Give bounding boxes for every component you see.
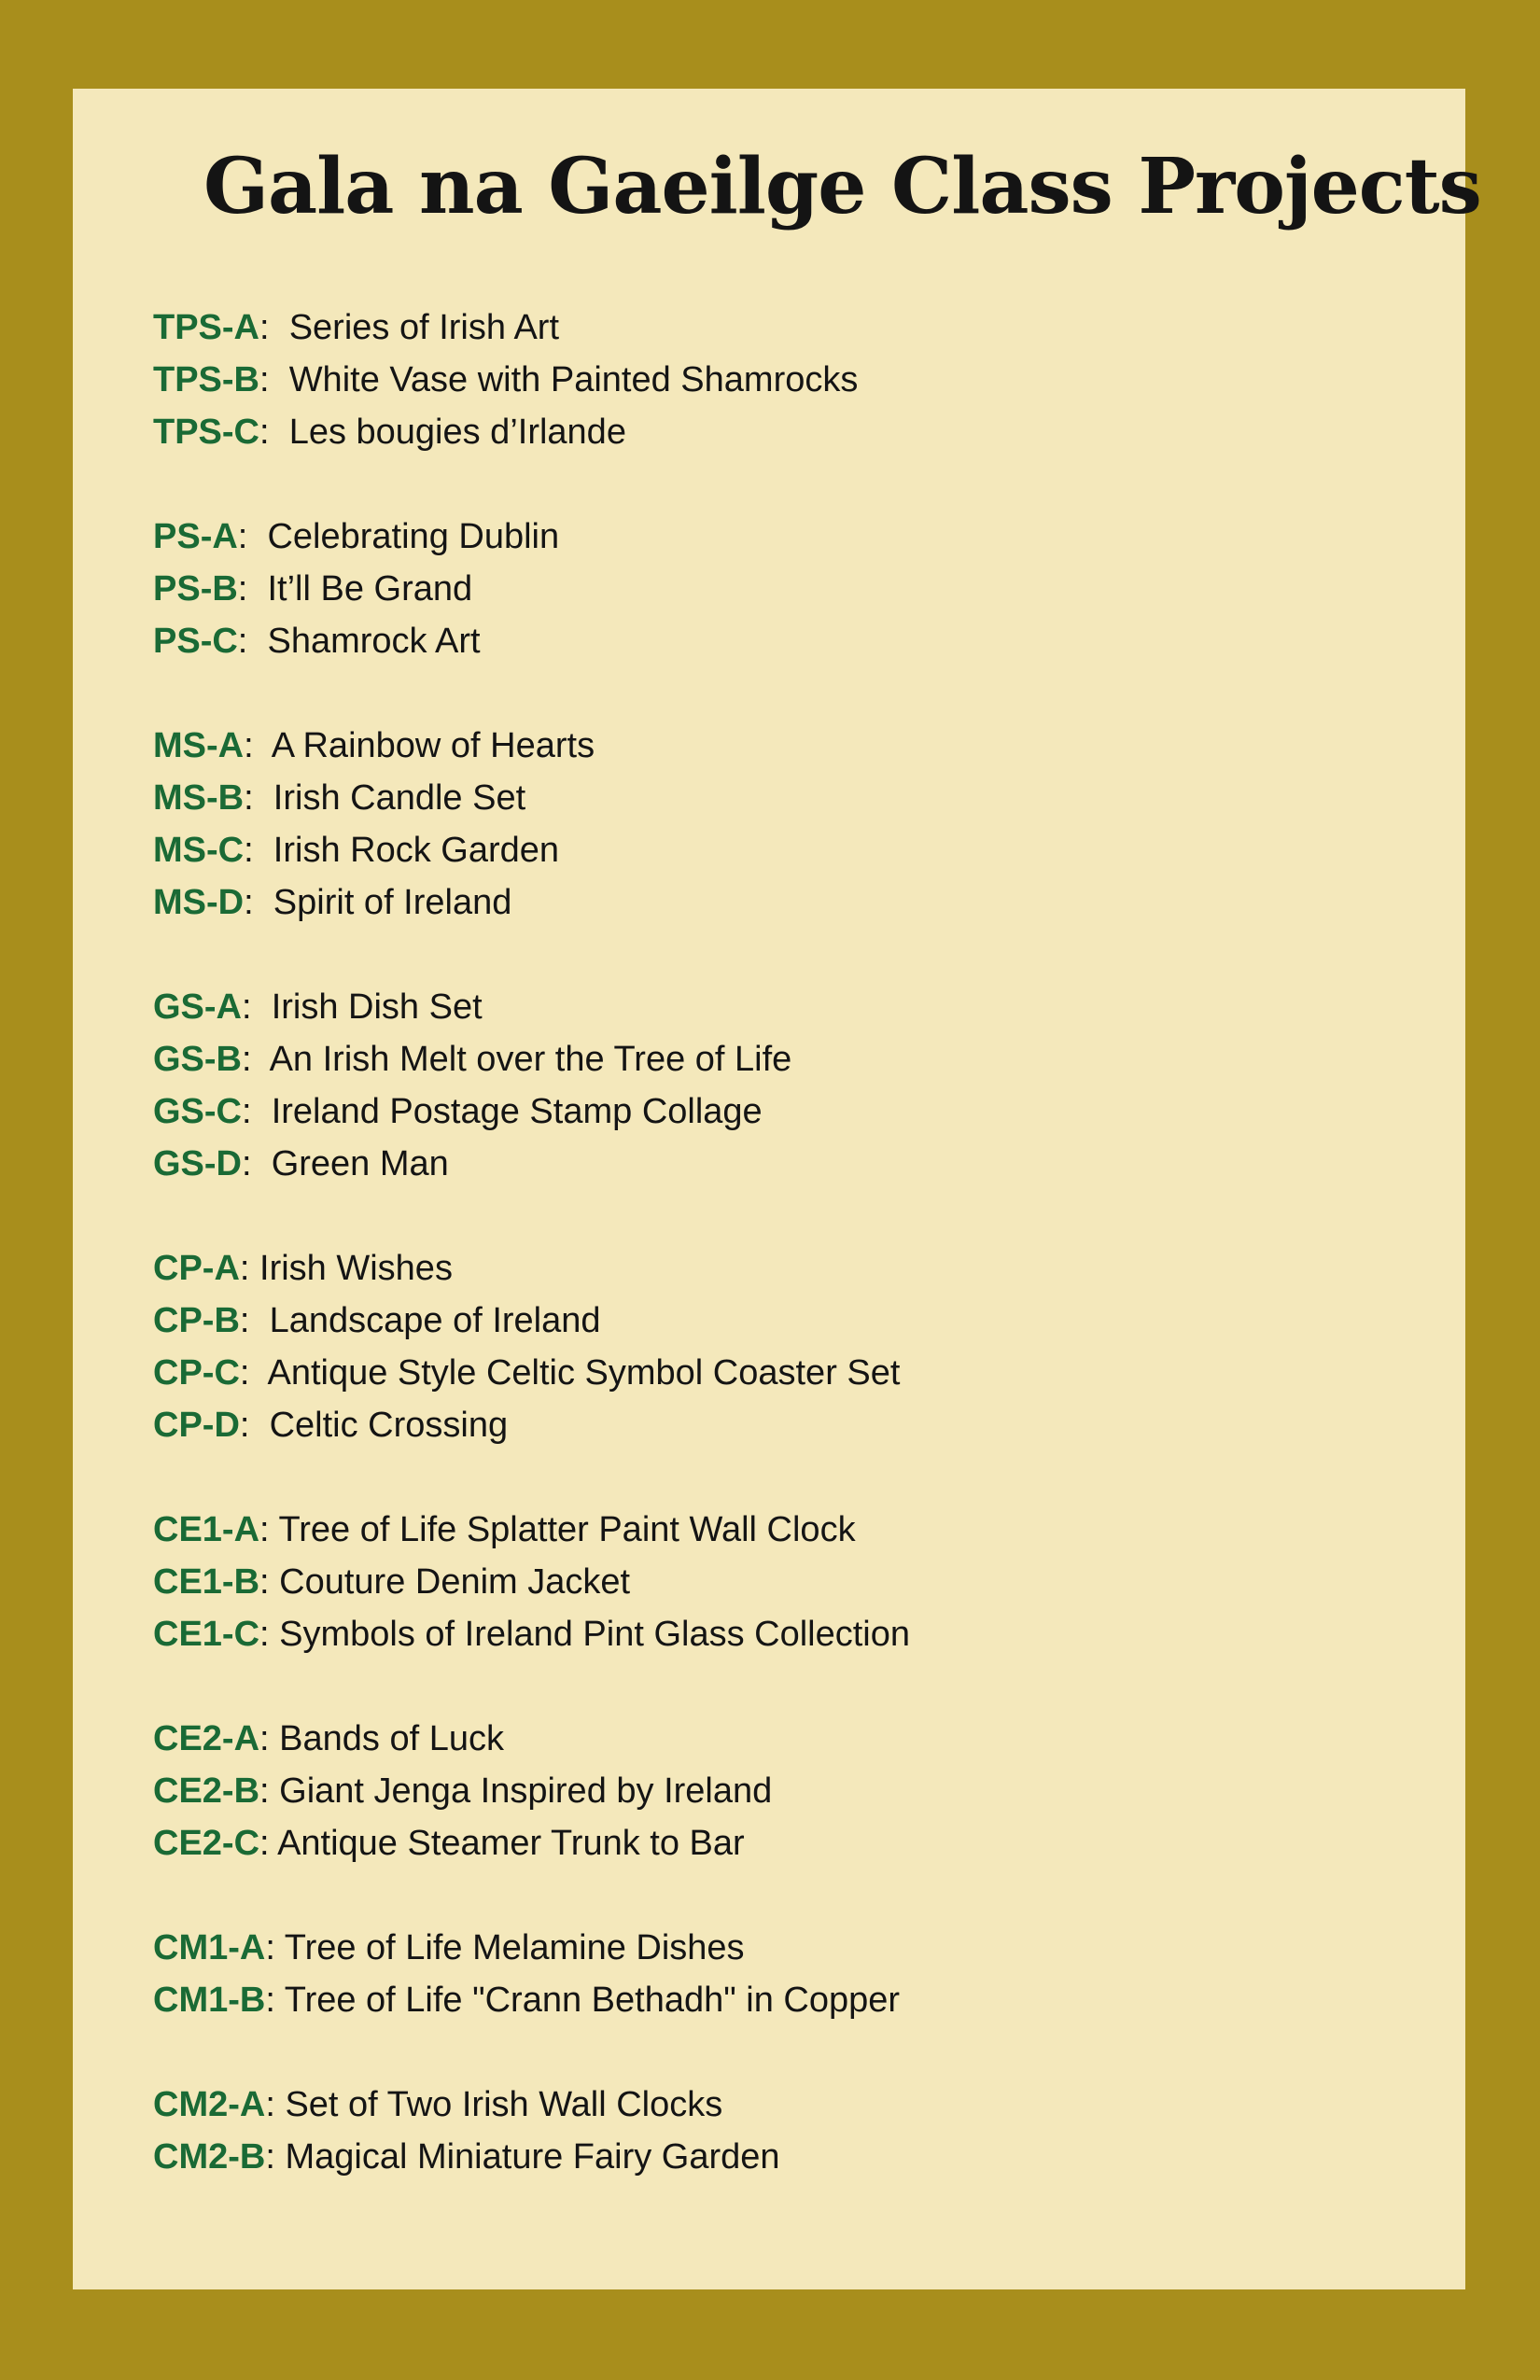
project-code: MS-C bbox=[153, 831, 245, 870]
project-item bbox=[153, 1765, 1422, 1817]
project-item bbox=[153, 2131, 1422, 2183]
project-name: Les bougies d’Irlande bbox=[288, 413, 626, 452]
project-item bbox=[153, 720, 1422, 772]
project-item bbox=[153, 511, 1422, 563]
project-item bbox=[153, 1504, 1422, 1556]
project-name: Magical Miniature Fairy Garden bbox=[285, 2137, 780, 2177]
project-separator: : bbox=[239, 1406, 270, 1445]
project-group bbox=[153, 981, 1422, 1190]
project-item bbox=[153, 1138, 1422, 1190]
project-name: An Irish Melt over the Tree of Life bbox=[269, 1040, 792, 1079]
project-code: PS-C bbox=[153, 622, 238, 661]
project-name: Series of Irish Art bbox=[288, 308, 560, 347]
project-item bbox=[153, 1242, 1422, 1295]
project-separator: : bbox=[265, 1928, 285, 1967]
project-item bbox=[153, 1033, 1422, 1085]
project-separator: : bbox=[259, 1510, 279, 1549]
project-name: Tree of Life "Crann Bethadh" in Copper bbox=[284, 1981, 901, 2020]
project-separator: : bbox=[244, 726, 272, 765]
project-name: Couture Denim Jacket bbox=[279, 1562, 631, 1602]
project-item bbox=[153, 301, 1422, 354]
project-name: Landscape of Ireland bbox=[269, 1301, 601, 1340]
project-group bbox=[153, 301, 1422, 458]
project-name: Ireland Postage Stamp Collage bbox=[271, 1092, 763, 1131]
project-separator: : bbox=[259, 308, 289, 347]
project-group bbox=[153, 511, 1422, 667]
project-list bbox=[153, 301, 1422, 2235]
project-code: CE2-B bbox=[153, 1771, 260, 1811]
project-separator: : bbox=[237, 622, 268, 661]
project-separator: : bbox=[237, 569, 268, 609]
project-code: CM1-A bbox=[153, 1928, 266, 1967]
project-code: TPS-A bbox=[153, 308, 259, 347]
project-separator: : bbox=[265, 2085, 286, 2124]
project-name: Celebrating Dublin bbox=[267, 517, 560, 556]
project-separator: : bbox=[259, 413, 289, 452]
project-item bbox=[153, 2079, 1422, 2131]
project-separator: : bbox=[239, 1353, 268, 1393]
project-item bbox=[153, 1922, 1422, 1974]
project-code: PS-B bbox=[153, 569, 238, 609]
project-item bbox=[153, 1713, 1422, 1765]
project-separator: : bbox=[242, 1144, 272, 1183]
project-separator: : bbox=[244, 778, 273, 818]
project-separator: : bbox=[265, 1981, 285, 2020]
project-item bbox=[153, 1295, 1422, 1347]
project-item bbox=[153, 772, 1422, 824]
project-name: Spirit of Ireland bbox=[273, 883, 512, 922]
project-name: Antique Style Celtic Symbol Coaster Set bbox=[267, 1353, 901, 1393]
project-separator: : bbox=[242, 1092, 272, 1131]
project-group bbox=[153, 1713, 1422, 1869]
project-separator: : bbox=[239, 1301, 270, 1340]
project-item bbox=[153, 354, 1422, 406]
project-separator: : bbox=[244, 831, 273, 870]
project-separator: : bbox=[265, 2137, 286, 2177]
project-group bbox=[153, 2079, 1422, 2183]
document-panel bbox=[73, 89, 1481, 2289]
project-name: Irish Candle Set bbox=[273, 778, 526, 818]
project-code: CE2-C bbox=[153, 1824, 260, 1863]
project-group bbox=[153, 1922, 1422, 2026]
project-name: A Rainbow of Hearts bbox=[271, 726, 595, 765]
project-name: It’ll Be Grand bbox=[267, 569, 473, 609]
project-separator: : bbox=[244, 883, 273, 922]
project-name: Giant Jenga Inspired by Ireland bbox=[279, 1771, 773, 1811]
project-group bbox=[153, 1504, 1422, 1660]
project-code: TPS-B bbox=[153, 360, 259, 399]
project-separator: : bbox=[237, 517, 268, 556]
project-separator: : bbox=[239, 1249, 260, 1288]
project-code: MS-B bbox=[153, 778, 245, 818]
project-code: CM2-A bbox=[153, 2085, 266, 2124]
project-code: MS-D bbox=[153, 883, 245, 922]
project-code: TPS-C bbox=[153, 413, 259, 452]
project-item bbox=[153, 563, 1422, 615]
project-item bbox=[153, 1608, 1422, 1660]
project-separator: : bbox=[259, 1771, 280, 1811]
project-code: GS-C bbox=[153, 1092, 242, 1131]
project-separator: : bbox=[259, 1824, 278, 1863]
project-code: GS-D bbox=[153, 1144, 242, 1183]
project-code: PS-A bbox=[153, 517, 238, 556]
project-code: CE2-A bbox=[153, 1719, 260, 1758]
project-name: Irish Wishes bbox=[259, 1249, 453, 1288]
project-name: Tree of Life Melamine Dishes bbox=[284, 1928, 745, 1967]
page-title: Gala na Gaeilge Class Projects bbox=[203, 142, 1481, 231]
project-name: Green Man bbox=[271, 1144, 449, 1183]
project-item bbox=[153, 1399, 1422, 1451]
project-group bbox=[153, 1242, 1422, 1451]
project-item bbox=[153, 615, 1422, 667]
project-separator: : bbox=[259, 360, 289, 399]
project-name: Tree of Life Splatter Paint Wall Clock bbox=[278, 1510, 856, 1549]
project-name: Set of Two Irish Wall Clocks bbox=[285, 2085, 723, 2124]
project-name: Shamrock Art bbox=[267, 622, 481, 661]
project-name: Irish Rock Garden bbox=[273, 831, 560, 870]
project-code: CP-C bbox=[153, 1353, 240, 1393]
project-code: GS-B bbox=[153, 1040, 242, 1079]
project-code: GS-A bbox=[153, 987, 242, 1027]
project-item bbox=[153, 1085, 1422, 1138]
project-item bbox=[153, 981, 1422, 1033]
project-name: White Vase with Painted Shamrocks bbox=[288, 360, 859, 399]
project-name: Symbols of Ireland Pint Glass Collection bbox=[279, 1615, 911, 1654]
project-separator: : bbox=[242, 987, 272, 1027]
project-code: CE1-B bbox=[153, 1562, 260, 1602]
project-group bbox=[153, 720, 1422, 929]
project-code: CE1-A bbox=[153, 1510, 260, 1549]
project-separator: : bbox=[259, 1615, 280, 1654]
project-item bbox=[153, 406, 1422, 458]
project-item bbox=[153, 1817, 1422, 1869]
project-name: Bands of Luck bbox=[279, 1719, 504, 1758]
project-separator: : bbox=[259, 1719, 280, 1758]
project-item bbox=[153, 1556, 1422, 1608]
project-item bbox=[153, 876, 1422, 929]
project-separator: : bbox=[242, 1040, 270, 1079]
project-code: CP-B bbox=[153, 1301, 240, 1340]
project-separator: : bbox=[259, 1562, 280, 1602]
project-code: CP-D bbox=[153, 1406, 240, 1445]
project-name: Celtic Crossing bbox=[269, 1406, 509, 1445]
project-code: CP-A bbox=[153, 1249, 240, 1288]
project-code: CE1-C bbox=[153, 1615, 260, 1654]
project-code: CM1-B bbox=[153, 1981, 266, 2020]
project-item bbox=[153, 1347, 1422, 1399]
project-item bbox=[153, 824, 1422, 876]
project-name: Antique Steamer Trunk to Bar bbox=[277, 1824, 745, 1863]
project-code: CM2-B bbox=[153, 2137, 266, 2177]
project-code: MS-A bbox=[153, 726, 245, 765]
project-name: Irish Dish Set bbox=[271, 987, 483, 1027]
project-item bbox=[153, 1974, 1422, 2026]
